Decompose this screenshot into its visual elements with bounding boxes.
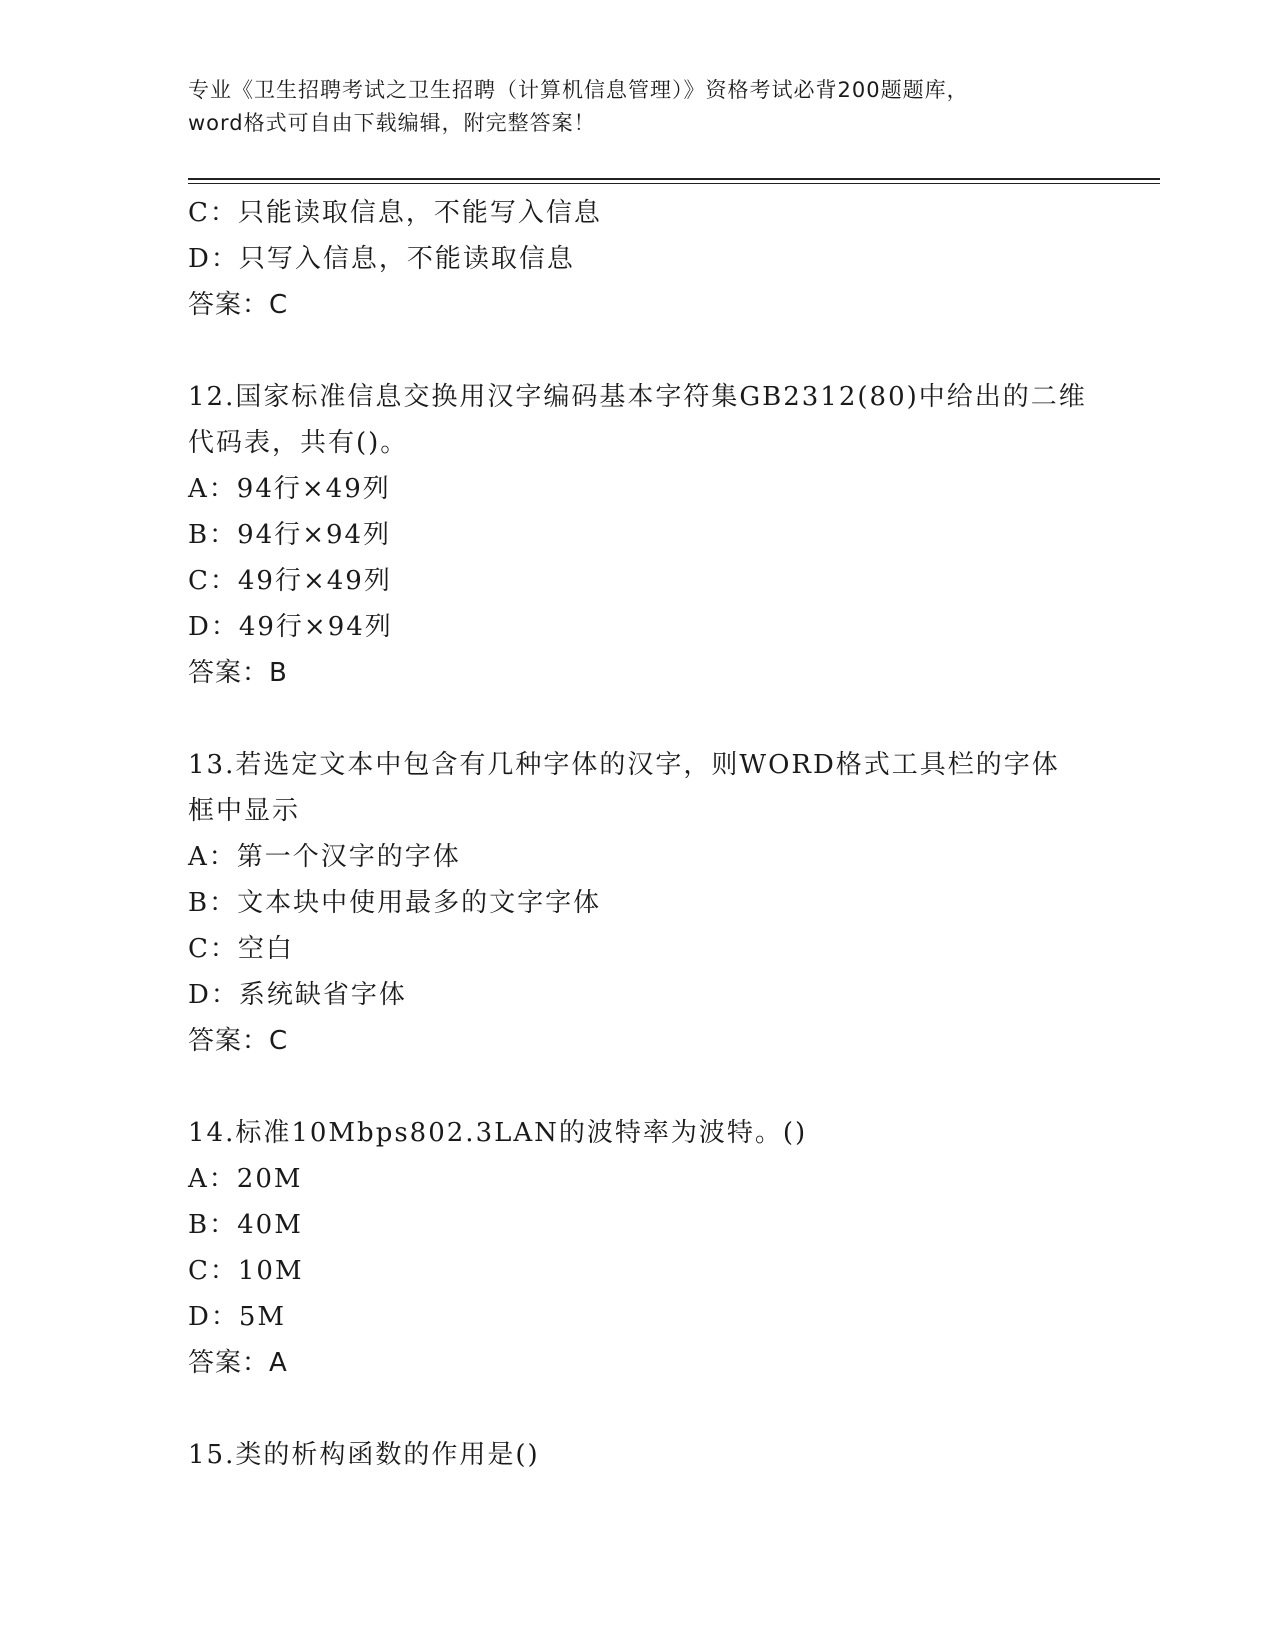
question-stem: 14.标准10Mbps802.3LAN的波特率为波特。() — [188, 1118, 808, 1148]
answer: 答案：C — [188, 1026, 289, 1056]
spacer — [188, 1064, 1088, 1110]
option-c: C：10M — [188, 1256, 304, 1286]
option-a: A：94行×49列 — [188, 474, 391, 504]
answer: 答案：C — [188, 290, 289, 320]
question-content — [188, 190, 1088, 1478]
option-d: D：只写入信息，不能读取信息 — [188, 244, 575, 274]
option-c: C：只能读取信息，不能写入信息 — [188, 198, 602, 228]
question-stem: 代码表，共有()。 — [188, 428, 409, 458]
question-13 — [188, 742, 1088, 1064]
header-divider-thin — [188, 183, 1160, 184]
question-stem: 15.类的析构函数的作用是() — [188, 1440, 540, 1470]
option-d: D：5M — [188, 1302, 287, 1332]
option-d: D：49行×94列 — [188, 612, 393, 642]
question-12 — [188, 374, 1088, 696]
header-title-line-2: word格式可自由下载编辑，附完整答案！ — [188, 111, 596, 135]
option-d: D：系统缺省字体 — [188, 980, 407, 1010]
header-title-line-1: 专业《卫生招聘考试之卫生招聘（计算机信息管理）》资格考试必背200题题库， — [188, 78, 969, 102]
document-header — [188, 74, 1088, 140]
header-divider-thick — [188, 178, 1160, 180]
option-c: C：49行×49列 — [188, 566, 392, 596]
option-b: B：40M — [188, 1210, 303, 1240]
question-11-continued — [188, 190, 1088, 328]
option-c: C：空白 — [188, 934, 294, 964]
question-15 — [188, 1432, 1088, 1478]
spacer — [188, 696, 1088, 742]
option-b: B：94行×94列 — [188, 520, 392, 550]
answer: 答案：B — [188, 658, 288, 688]
option-a: A：第一个汉字的字体 — [188, 842, 461, 872]
option-a: A：20M — [188, 1164, 303, 1194]
option-b: B：文本块中使用最多的文字字体 — [188, 888, 602, 918]
question-stem: 12.国家标准信息交换用汉字编码基本字符集GB2312(80)中给出的二维 — [188, 382, 1087, 412]
spacer — [188, 328, 1088, 374]
spacer — [188, 1386, 1088, 1432]
question-stem: 13.若选定文本中包含有几种字体的汉字，则WORD格式工具栏的字体 — [188, 750, 1060, 780]
question-14 — [188, 1110, 1088, 1386]
answer: 答案：A — [188, 1348, 288, 1378]
question-stem: 框中显示 — [188, 796, 301, 826]
